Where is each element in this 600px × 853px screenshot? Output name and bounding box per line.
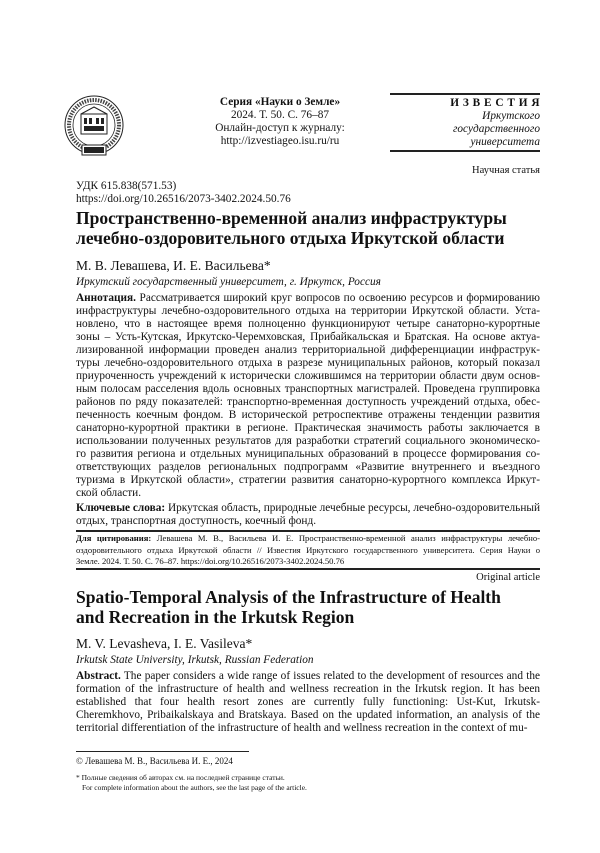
abstract-en-label: Abstract. <box>76 670 121 682</box>
keywords-ru-line <box>76 502 540 515</box>
abstract-ru-text: туры лечебно-оздоровительного отдыха в разрезе муниципальных районов, который показал <box>76 357 540 369</box>
keywords-ru <box>76 502 540 528</box>
abstract-ru-text: использовании полученных результатов для разработки стратегий социального экономическо- <box>76 435 540 447</box>
abstract-ru-line <box>76 292 540 305</box>
abstract-ru-line <box>76 409 540 422</box>
abstract-en-line <box>76 696 540 709</box>
abstract-en-line <box>76 722 540 735</box>
journal-title: И З В Е С Т И Я <box>390 97 540 110</box>
footnote-rule <box>76 751 249 752</box>
abstract-ru-line <box>76 396 540 409</box>
article-title-ru <box>76 208 507 248</box>
journal-sub-3: университета <box>390 136 540 149</box>
abstract-ru-text: ным полосам расселения вдоль основных транспортных магистралей. Проведена группировка <box>76 383 540 395</box>
title-en-line-2: and Recreation in the Irkutsk Region <box>76 607 501 627</box>
affiliation-en: Irkutsk State University, Irkutsk, Russian Federation <box>76 654 314 667</box>
citation-text: Левашева М. В., Васильева И. Е. Пространственно-временной анализ инфраструктуры лечебно- <box>151 533 540 543</box>
keywords-ru-text: Иркутская область, природные лечебные ресурсы, лечебно-оздоровительный <box>165 502 540 514</box>
abstract-en-text: territorial differentiation of the infrastructure of health and wellness recreation in the context of mu- <box>76 722 528 734</box>
journal-series-info <box>200 96 360 148</box>
abstract-ru-text: ской области. <box>76 487 141 499</box>
udc: УДК 615.838(571.53) <box>76 180 176 193</box>
abstract-ru-line <box>76 474 540 487</box>
abstract-ru-line <box>76 318 540 331</box>
footnote-authors-ru: * Полные сведения об авторах см. на последней странице статьи. <box>76 773 285 782</box>
abstract-en-line <box>76 683 540 696</box>
volume-pages: 2024. Т. 50. С. 76–87 <box>200 109 360 122</box>
keywords-ru-label: Ключевые слова: <box>76 502 165 514</box>
citation-text: оздоровительного отдыха Иркутской области // Известия Иркутского государственного университета. Серия Науки о <box>76 545 540 555</box>
footnote-authors-en: For complete information about the authors, see the last page of the article. <box>82 783 307 792</box>
abstract-ru-text: лизированной информации проведен анализ территориальной дифференциации инфраструк- <box>76 344 540 356</box>
title-en-line-1: Spatio-Temporal Analysis of the Infrastructure of Health <box>76 587 501 607</box>
header-rule-bottom <box>390 150 540 152</box>
citation-text: Земле. 2024. Т. 50. С. 76–87. https://doi.org/10.26516/2073-3402.2024.50.76 <box>76 556 344 566</box>
abstract-ru-line <box>76 344 540 357</box>
citation-rule-bottom <box>76 568 540 570</box>
authors-ru: М. В. Левашева, И. Е. Васильева* <box>76 258 271 274</box>
abstract-ru-line <box>76 487 540 500</box>
citation-line <box>76 556 540 568</box>
abstract-ru-text: новлено, что в настоящее время полноценно функционируют четыре санаторно-курортные <box>76 318 540 330</box>
abstract-ru-text: печенность коечным фондом. В исторической ретроспективе отражены тенденции развития <box>76 409 540 421</box>
abstract-ru-text: районов по ряду показателей: транспортно-временная доступность учреждений отдыха, обес- <box>76 396 540 408</box>
article-type-en: Original article <box>476 572 540 584</box>
university-logo <box>62 94 126 160</box>
abstract-en-text: Cheremkhovo, Pribaikalskaya and Bratskaya. Based on the updated information, an analysis of the <box>76 709 540 721</box>
journal-sub-2: государственного <box>390 123 540 136</box>
title-ru-line-2: лечебно-оздоровительного отдыха Иркутской области <box>76 228 507 248</box>
abstract-ru-line <box>76 331 540 344</box>
citation-block <box>76 533 540 568</box>
online-access-label: Онлайн-доступ к журналу: <box>200 122 360 135</box>
citation-line <box>76 533 540 545</box>
title-ru-line-1: Пространственно-временной анализ инфраструктуры <box>76 208 507 228</box>
abstract-ru-line <box>76 383 540 396</box>
journal-sub-1: Иркутского <box>390 110 540 123</box>
header-rule-top <box>390 93 540 95</box>
abstract-en-text: formation of the infrastructure of health and wellness recreation in the Irkutsk region. It has been <box>76 683 540 695</box>
abstract-en-line <box>76 670 540 683</box>
series-name: Серия «Науки о Земле» <box>200 96 360 109</box>
abstract-ru-label: Аннотация. <box>76 292 136 304</box>
abstract-ru-line <box>76 435 540 448</box>
abstract-en-line <box>76 709 540 722</box>
abstract-ru-text: Рассматривается широкий круг вопросов по освоению ресурсов и формированию <box>136 292 540 304</box>
abstract-ru-line <box>76 305 540 318</box>
article-title-en <box>76 587 501 627</box>
abstract-en-text: established that four health resort zones are currently fully functioning: Ust-Kut, Irkutsk- <box>76 696 540 708</box>
journal-masthead <box>390 97 540 149</box>
abstract-ru-text: туризма в Иркутской области», стратегии развития санаторно-курортного комплекса Иркут- <box>76 474 540 486</box>
abstract-en-text: The paper considers a wide range of issues related to the development of resources and the <box>121 670 540 682</box>
keywords-ru-text: отдых, транспортная доступность, коечный фонд. <box>76 515 316 527</box>
abstract-ru <box>76 292 540 500</box>
abstract-ru-line <box>76 448 540 461</box>
abstract-ru-text: санаторно-курортной практики в регионе. Практическая значимость работы заключается в <box>76 422 540 434</box>
authors-en: M. V. Levasheva, I. E. Vasileva* <box>76 636 252 652</box>
abstract-ru-line <box>76 357 540 370</box>
abstract-en <box>76 670 540 735</box>
abstract-ru-text: го развития региона и отдельных муниципальных образований в процессе формирования со- <box>76 448 540 460</box>
abstract-ru-line <box>76 461 540 474</box>
abstract-ru-text: приуроченность учреждений к исторически сложившимся на территории области двум основ- <box>76 370 540 382</box>
abstract-ru-line <box>76 422 540 435</box>
doi-link[interactable]: https://doi.org/10.26516/2073-3402.2024.50.76 <box>76 193 291 206</box>
affiliation-ru: Иркутский государственный университет, г. Иркутск, Россия <box>76 276 381 289</box>
keywords-ru-line <box>76 515 540 528</box>
journal-url[interactable]: http://izvestiageo.isu.ru/ru <box>200 135 360 148</box>
abstract-ru-text: зоны – Усть-Кутская, Иркутско-Черемховская, Прибайкальская и Братская. На основе актуа- <box>76 331 540 343</box>
article-type-ru: Научная статья <box>472 165 540 177</box>
citation-rule-top <box>76 530 540 532</box>
citation-line <box>76 545 540 557</box>
abstract-ru-line <box>76 370 540 383</box>
citation-label: Для цитирования: <box>76 533 151 543</box>
copyright: © Левашева М. В., Васильева И. Е., 2024 <box>76 756 233 767</box>
abstract-ru-text: инфраструктуры лечебно-оздоровительного отдыха на территории Иркутской области. Уста- <box>76 305 540 317</box>
abstract-ru-text: ответствующих разделов региональных подпрограмм «Развитие внутреннего и въездного <box>76 461 540 473</box>
